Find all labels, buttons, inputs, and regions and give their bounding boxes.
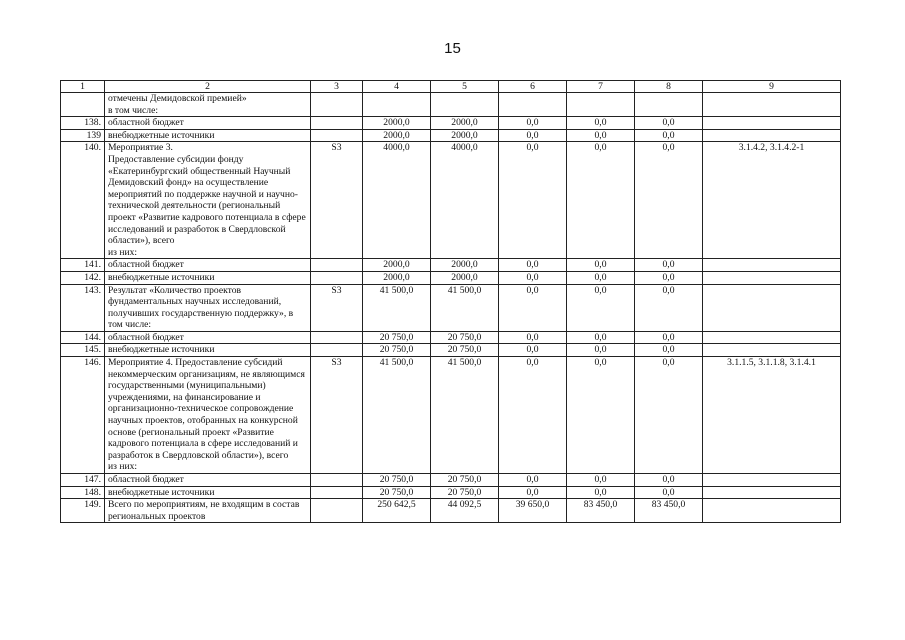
table-cell-c9 bbox=[703, 284, 841, 331]
table-cell-c1: 139 bbox=[61, 129, 105, 142]
table-cell-c5: 20 750,0 bbox=[431, 486, 499, 499]
table-cell-c4: 2000,0 bbox=[363, 259, 431, 272]
column-header: 6 bbox=[499, 81, 567, 93]
table-row bbox=[61, 344, 841, 357]
table-cell-c8: 0,0 bbox=[635, 357, 703, 474]
table-row bbox=[61, 259, 841, 272]
table-cell-c8: 0,0 bbox=[635, 486, 703, 499]
table-cell-c3: S3 bbox=[311, 142, 363, 259]
table-row bbox=[61, 93, 841, 117]
table-cell-c7: 0,0 bbox=[567, 474, 635, 487]
column-header: 4 bbox=[363, 81, 431, 93]
table-cell-c9 bbox=[703, 117, 841, 130]
table-row bbox=[61, 129, 841, 142]
table-cell-c6: 0,0 bbox=[499, 474, 567, 487]
table-cell-c4: 20 750,0 bbox=[363, 474, 431, 487]
table-cell-c1 bbox=[61, 93, 105, 117]
table-cell-c1: 144. bbox=[61, 331, 105, 344]
table-cell-c2: внебюджетные источники bbox=[105, 344, 311, 357]
table-row bbox=[61, 499, 841, 523]
table-cell-c3: S3 bbox=[311, 357, 363, 474]
table-cell-c7: 0,0 bbox=[567, 117, 635, 130]
table-cell-c9 bbox=[703, 129, 841, 142]
table-cell-c3 bbox=[311, 499, 363, 523]
table-cell-c3 bbox=[311, 129, 363, 142]
table-cell-c5: 4000,0 bbox=[431, 142, 499, 259]
column-header: 9 bbox=[703, 81, 841, 93]
table-cell-c8: 0,0 bbox=[635, 474, 703, 487]
table-cell-c7: 0,0 bbox=[567, 344, 635, 357]
table-cell-c1: 147. bbox=[61, 474, 105, 487]
table-cell-c5: 2000,0 bbox=[431, 259, 499, 272]
table-cell-c6: 39 650,0 bbox=[499, 499, 567, 523]
table-cell-c7 bbox=[567, 93, 635, 117]
table-cell-c4 bbox=[363, 93, 431, 117]
table-row bbox=[61, 142, 841, 259]
table-cell-c8: 0,0 bbox=[635, 331, 703, 344]
table-cell-c2: областной бюджет bbox=[105, 474, 311, 487]
column-header: 3 bbox=[311, 81, 363, 93]
table-cell-c1: 148. bbox=[61, 486, 105, 499]
table-cell-c4: 41 500,0 bbox=[363, 357, 431, 474]
table-cell-c1: 143. bbox=[61, 284, 105, 331]
table-cell-c2: внебюджетные источники bbox=[105, 129, 311, 142]
column-header: 5 bbox=[431, 81, 499, 93]
table-cell-c5: 2000,0 bbox=[431, 129, 499, 142]
table-cell-c3 bbox=[311, 259, 363, 272]
table-cell-c7: 0,0 bbox=[567, 129, 635, 142]
table-cell-c9: 3.1.4.2, 3.1.4.2-1 bbox=[703, 142, 841, 259]
table-cell-c4: 2000,0 bbox=[363, 271, 431, 284]
table-cell-c2: Всего по мероприятиям, не входящим в состав региональных проектов bbox=[105, 499, 311, 523]
column-header: 7 bbox=[567, 81, 635, 93]
table-cell-c9 bbox=[703, 271, 841, 284]
table-cell-c2: Мероприятие 3. Предоставление субсидии фонду «Екатеринбургский общественный Научный Демидовский фонд» на осуществление мероприятий по поддержке научной и научно-технической деятельности (региональный проект «Развитие кадрового потенциала в сфере исследований и разработок в Свердловской области»), всего из них: bbox=[105, 142, 311, 259]
table-cell-c6: 0,0 bbox=[499, 284, 567, 331]
table-cell-c2: отмечены Демидовской премией» в том числе: bbox=[105, 93, 311, 117]
table-cell-c4: 20 750,0 bbox=[363, 344, 431, 357]
table-cell-c2: областной бюджет bbox=[105, 117, 311, 130]
table-cell-c6: 0,0 bbox=[499, 344, 567, 357]
page-number: 15 bbox=[444, 40, 461, 57]
table-cell-c4: 250 642,5 bbox=[363, 499, 431, 523]
table-row bbox=[61, 331, 841, 344]
column-header: 8 bbox=[635, 81, 703, 93]
table-cell-c4: 20 750,0 bbox=[363, 486, 431, 499]
table-row bbox=[61, 474, 841, 487]
table-cell-c3: S3 bbox=[311, 284, 363, 331]
table-cell-c2: Результат «Количество проектов фундаментальных научных исследований, получивших государственную поддержку», в том числе: bbox=[105, 284, 311, 331]
table-cell-c2: внебюджетные источники bbox=[105, 271, 311, 284]
column-header: 1 bbox=[61, 81, 105, 93]
table-cell-c9 bbox=[703, 499, 841, 523]
table-cell-c6: 0,0 bbox=[499, 129, 567, 142]
table-cell-c6: 0,0 bbox=[499, 331, 567, 344]
table-cell-c6: 0,0 bbox=[499, 259, 567, 272]
table-cell-c5: 44 092,5 bbox=[431, 499, 499, 523]
table-cell-c6: 0,0 bbox=[499, 486, 567, 499]
table-cell-c6: 0,0 bbox=[499, 357, 567, 474]
table-cell-c6: 0,0 bbox=[499, 117, 567, 130]
table-cell-c3 bbox=[311, 93, 363, 117]
table-cell-c2: внебюджетные источники bbox=[105, 486, 311, 499]
table-cell-c7: 83 450,0 bbox=[567, 499, 635, 523]
table-cell-c8: 0,0 bbox=[635, 117, 703, 130]
table-cell-c9 bbox=[703, 486, 841, 499]
table-cell-c1: 142. bbox=[61, 271, 105, 284]
table-cell-c1: 146. bbox=[61, 357, 105, 474]
table-cell-c9 bbox=[703, 331, 841, 344]
table-cell-c5 bbox=[431, 93, 499, 117]
table-cell-c1: 141. bbox=[61, 259, 105, 272]
table-cell-c8: 0,0 bbox=[635, 259, 703, 272]
table-cell-c4: 2000,0 bbox=[363, 117, 431, 130]
table-cell-c4: 20 750,0 bbox=[363, 331, 431, 344]
table-cell-c8: 0,0 bbox=[635, 142, 703, 259]
table-cell-c9 bbox=[703, 93, 841, 117]
table-cell-c8 bbox=[635, 93, 703, 117]
table-cell-c1: 138. bbox=[61, 117, 105, 130]
table-cell-c3 bbox=[311, 474, 363, 487]
table-cell-c7: 0,0 bbox=[567, 284, 635, 331]
table-cell-c9: 3.1.1.5, 3.1.1.8, 3.1.4.1 bbox=[703, 357, 841, 474]
table-cell-c1: 149. bbox=[61, 499, 105, 523]
table-cell-c2: Мероприятие 4. Предоставление субсидий некоммерческим организациям, не являющимся государственными (муниципальными) учреждениями, на финансирование и организационно-техническое сопровождение научных проектов, отобранных на конкурсной основе (региональный проект «Развитие кадрового потенциала в сфере исследований и разработок в Свердловской области»), всего из них: bbox=[105, 357, 311, 474]
table-cell-c8: 0,0 bbox=[635, 344, 703, 357]
table-cell-c5: 20 750,0 bbox=[431, 331, 499, 344]
table-cell-c7: 0,0 bbox=[567, 357, 635, 474]
table-cell-c3 bbox=[311, 271, 363, 284]
table-cell-c5: 2000,0 bbox=[431, 271, 499, 284]
table-row bbox=[61, 117, 841, 130]
table-cell-c1: 140. bbox=[61, 142, 105, 259]
table-row bbox=[61, 271, 841, 284]
table-cell-c8: 83 450,0 bbox=[635, 499, 703, 523]
budget-table bbox=[60, 80, 841, 523]
table-row bbox=[61, 486, 841, 499]
table-cell-c5: 41 500,0 bbox=[431, 357, 499, 474]
column-header: 2 bbox=[105, 81, 311, 93]
table-cell-c4: 2000,0 bbox=[363, 129, 431, 142]
table-cell-c7: 0,0 bbox=[567, 142, 635, 259]
table-cell-c3 bbox=[311, 331, 363, 344]
table-cell-c4: 41 500,0 bbox=[363, 284, 431, 331]
table-cell-c3 bbox=[311, 344, 363, 357]
table-cell-c7: 0,0 bbox=[567, 331, 635, 344]
table-cell-c7: 0,0 bbox=[567, 271, 635, 284]
table-row bbox=[61, 357, 841, 474]
table-cell-c5: 2000,0 bbox=[431, 117, 499, 130]
table-cell-c4: 4000,0 bbox=[363, 142, 431, 259]
table-cell-c6 bbox=[499, 93, 567, 117]
table-cell-c9 bbox=[703, 474, 841, 487]
table-cell-c6: 0,0 bbox=[499, 142, 567, 259]
table-cell-c7: 0,0 bbox=[567, 486, 635, 499]
table-cell-c9 bbox=[703, 259, 841, 272]
table-cell-c8: 0,0 bbox=[635, 129, 703, 142]
table-cell-c8: 0,0 bbox=[635, 284, 703, 331]
table-cell-c5: 20 750,0 bbox=[431, 474, 499, 487]
table-cell-c3 bbox=[311, 117, 363, 130]
table-cell-c8: 0,0 bbox=[635, 271, 703, 284]
table-row bbox=[61, 284, 841, 331]
table-cell-c5: 41 500,0 bbox=[431, 284, 499, 331]
table-cell-c5: 20 750,0 bbox=[431, 344, 499, 357]
table-cell-c7: 0,0 bbox=[567, 259, 635, 272]
table-header-row bbox=[61, 81, 841, 93]
table-cell-c1: 145. bbox=[61, 344, 105, 357]
table-cell-c2: областной бюджет bbox=[105, 331, 311, 344]
table-cell-c3 bbox=[311, 486, 363, 499]
table-cell-c6: 0,0 bbox=[499, 271, 567, 284]
table-cell-c2: областной бюджет bbox=[105, 259, 311, 272]
table-cell-c9 bbox=[703, 344, 841, 357]
